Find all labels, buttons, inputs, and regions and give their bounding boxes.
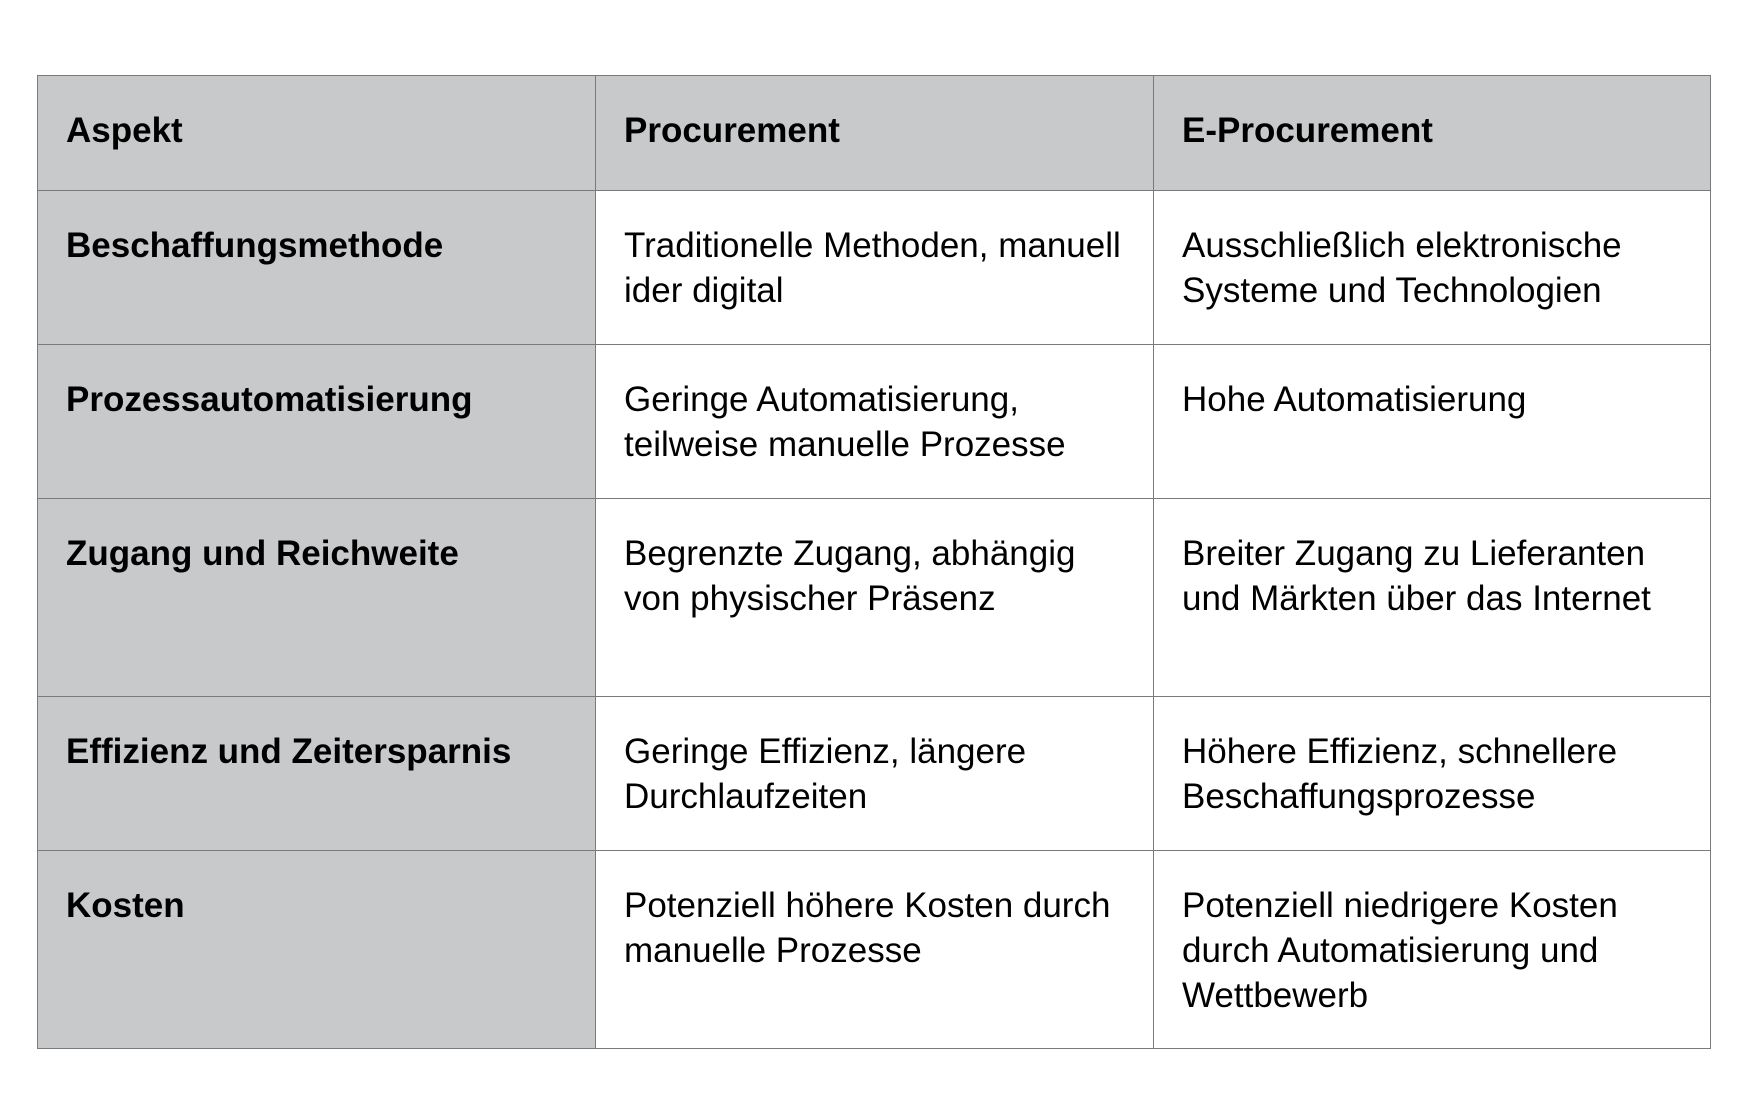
row-header-aspect: Kosten xyxy=(38,851,596,1049)
comparison-table xyxy=(37,75,1711,1049)
procurement-cell: Geringe Effizienz, längere Durchlaufzeiten xyxy=(596,697,1154,851)
table-header-row xyxy=(38,76,1711,191)
table-row xyxy=(38,191,1711,345)
row-header-aspect: Zugang und Reichweite xyxy=(38,499,596,697)
row-header-aspect: Effizienz und Zeitersparnis xyxy=(38,697,596,851)
procurement-cell: Traditionelle Methoden, manuell ider digital xyxy=(596,191,1154,345)
table-row xyxy=(38,851,1711,1049)
e-procurement-cell: Potenziell niedrigere Kosten durch Automatisierung und Wettbewerb xyxy=(1154,851,1711,1049)
row-header-aspect: Prozessautomatisierung xyxy=(38,345,596,499)
table-row xyxy=(38,697,1711,851)
e-procurement-cell: Ausschließlich elektronische Systeme und Technologien xyxy=(1154,191,1711,345)
procurement-cell: Geringe Automatisierung, teilweise manuelle Prozesse xyxy=(596,345,1154,499)
comparison-table-container xyxy=(37,75,1710,1049)
e-procurement-cell: Breiter Zugang zu Lieferanten und Märkten über das Internet xyxy=(1154,499,1711,697)
e-procurement-cell: Hohe Automatisierung xyxy=(1154,345,1711,499)
procurement-cell: Potenziell höhere Kosten durch manuelle Prozesse xyxy=(596,851,1154,1049)
column-header-procurement: Procurement xyxy=(596,76,1154,191)
column-header-aspect: Aspekt xyxy=(38,76,596,191)
table-row xyxy=(38,499,1711,697)
column-header-e-procurement: E-Procurement xyxy=(1154,76,1711,191)
e-procurement-cell: Höhere Effizienz, schnellere Beschaffungsprozesse xyxy=(1154,697,1711,851)
row-header-aspect: Beschaffungsmethode xyxy=(38,191,596,345)
table-row xyxy=(38,345,1711,499)
procurement-cell: Begrenzte Zugang, abhängig von physischer Präsenz xyxy=(596,499,1154,697)
